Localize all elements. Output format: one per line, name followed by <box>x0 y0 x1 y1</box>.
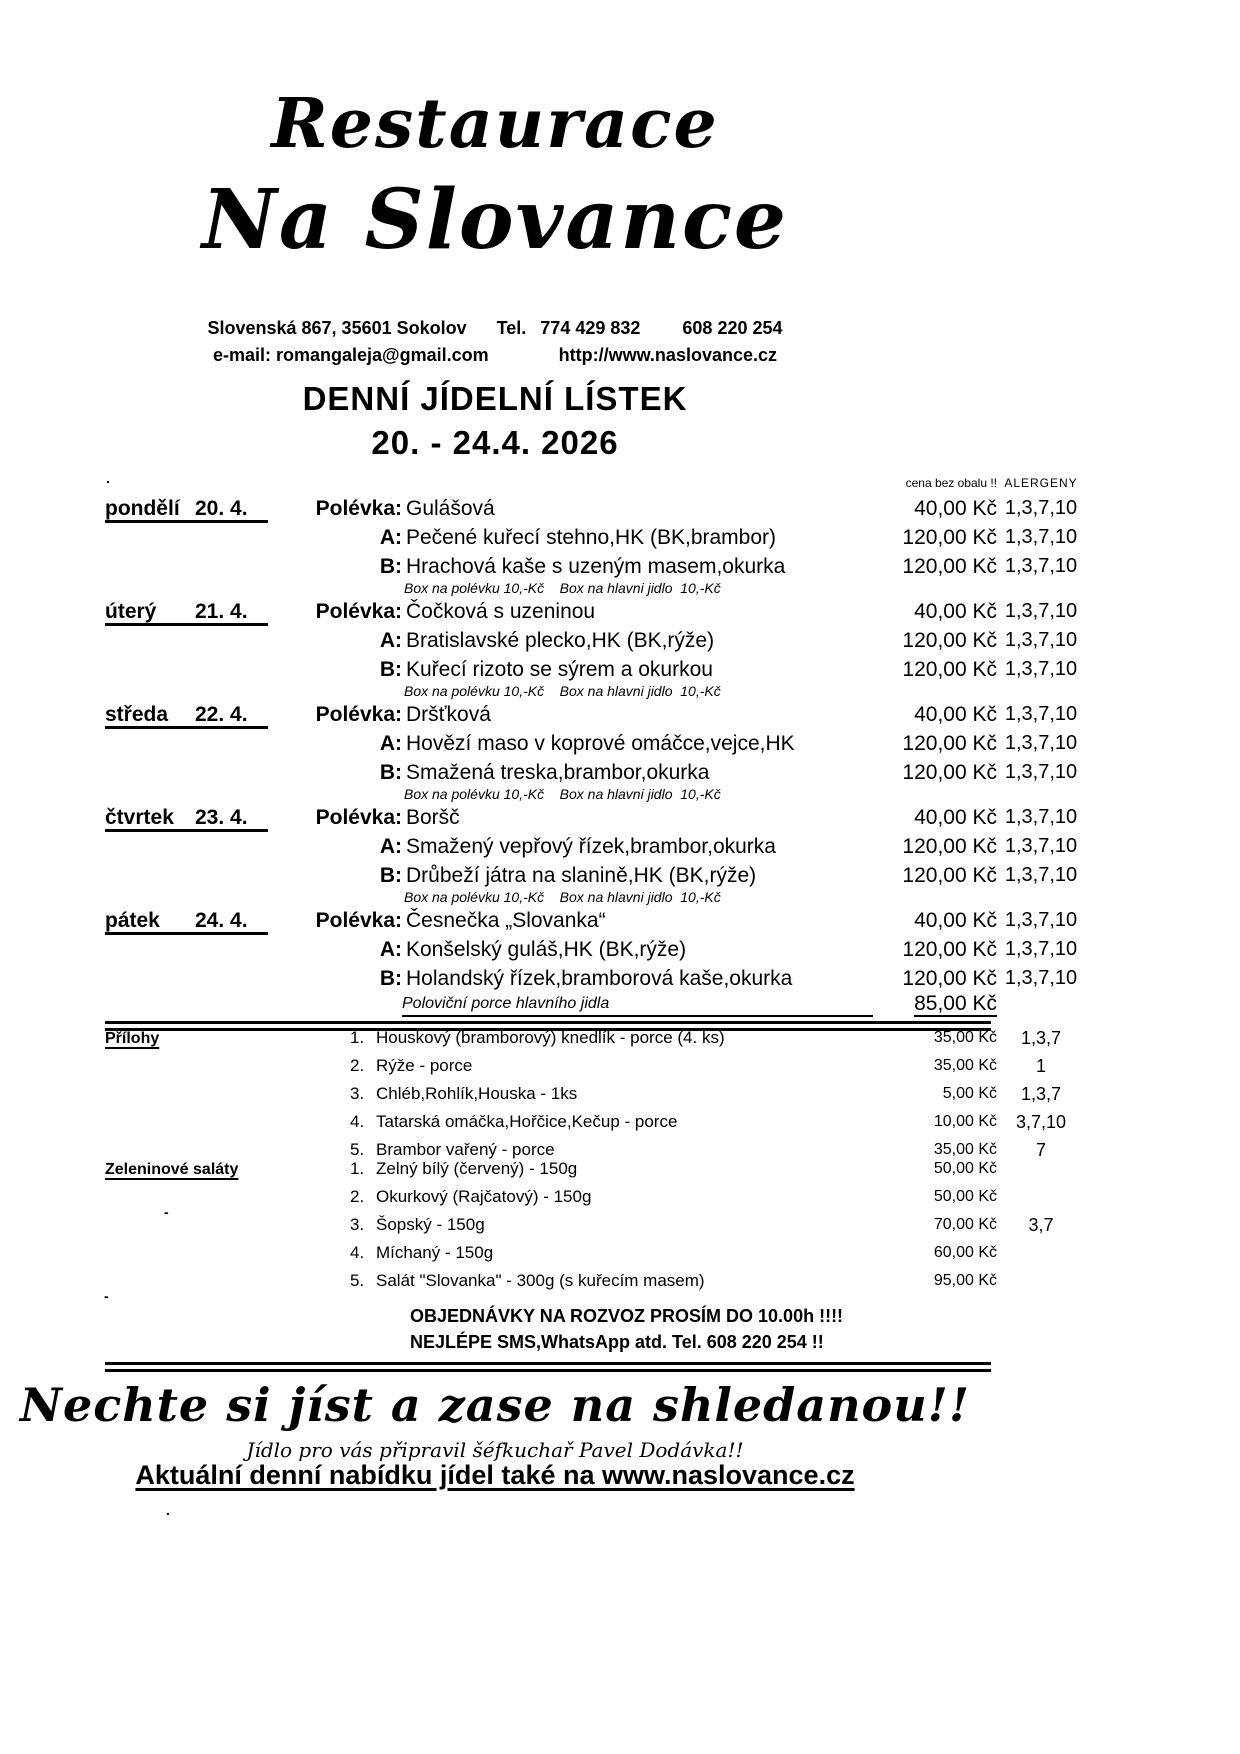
email-address: e-mail: romangaleja@gmail.com <box>212 345 489 365</box>
delivery-order-note-line1: OBJEDNÁVKY NA ROZVOZ PROSÍM DO 10.00h !!!! <box>410 1306 844 1326</box>
dish-name: Gulášová <box>406 497 495 520</box>
day-date: 20. 4. <box>195 497 248 520</box>
course-label: B: <box>379 864 402 887</box>
dish-name: Dršťková <box>406 703 491 726</box>
dish-allergens: 1,3,7,10 <box>1004 555 1078 577</box>
half-portion-price: 85,00 Kč <box>914 992 997 1015</box>
dish-allergens: 1,3,7,10 <box>1004 658 1078 680</box>
dish-allergens: 1,3,7,10 <box>1004 938 1078 960</box>
page-title: DENNÍ JÍDELNÍ LÍSTEK <box>302 380 688 417</box>
stray-dash: - <box>104 1288 109 1304</box>
item-number: 5. <box>350 1140 365 1159</box>
side-item-price: 35,00 Kč <box>933 1029 997 1046</box>
menu-row <box>105 803 1085 832</box>
side-item-name: Tatarská omáčka,Hořčice,Kečup - porce <box>376 1112 678 1131</box>
dish-price: 120,00 Kč <box>902 555 997 578</box>
day-header <box>105 700 268 729</box>
dish-allergens: 1,3,7,10 <box>1004 629 1078 651</box>
website-promo-line: Aktuální denní nabídku jídel také na www.naslovance.cz <box>135 1460 855 1490</box>
dish-name: Drůbeží játra na slanině,HK (BK,rýže) <box>406 864 757 887</box>
side-item-row <box>105 1052 1085 1080</box>
item-number: 5. <box>350 1271 365 1290</box>
day-name: středa <box>105 703 169 726</box>
dish-name: Bratislavské plecko,HK (BK,rýže) <box>406 629 715 652</box>
salad-item-allergens <box>997 1183 1085 1211</box>
course-label: B: <box>379 967 402 990</box>
stray-dot: . <box>166 1502 170 1518</box>
salad-item-row <box>105 1239 1085 1267</box>
menu-row <box>105 626 1085 655</box>
phone-number-1: 774 429 832 <box>540 318 641 338</box>
address-line <box>0 318 990 339</box>
dish-name: Smažená treska,brambor,okurka <box>406 761 710 784</box>
street-address: Slovenská 867, 35601 Sokolov <box>207 318 467 338</box>
course-label: Polévka: <box>315 703 402 726</box>
dish-allergens: 1,3,7,10 <box>1004 835 1078 857</box>
item-number: 4. <box>350 1112 365 1131</box>
dish-name: Pečené kuřecí stehno,HK (BK,brambor) <box>406 526 777 549</box>
menu-row <box>105 832 1085 861</box>
dish-allergens: 1,3,7,10 <box>1004 600 1078 622</box>
dish-name: Čočková s uzeninou <box>406 600 596 623</box>
dish-price: 120,00 Kč <box>902 629 997 652</box>
salad-item-allergens <box>997 1239 1085 1267</box>
day-date: 23. 4. <box>195 806 248 829</box>
menu-row <box>105 906 1085 935</box>
side-item-price: 5,00 Kč <box>942 1085 997 1102</box>
day-date: 21. 4. <box>195 600 248 623</box>
dish-name: Česnečka „Slovanka“ <box>406 909 606 932</box>
menu-row <box>105 964 1085 993</box>
dish-price: 120,00 Kč <box>902 732 997 755</box>
restaurant-logo-line1: Restaurace <box>271 84 719 164</box>
salad-item-allergens <box>997 1267 1085 1295</box>
half-portion-label: Poloviční porce hlavního jidla <box>402 993 873 1017</box>
salad-item-row <box>105 1183 1085 1211</box>
dish-price: 40,00 Kč <box>914 600 997 623</box>
restaurant-logo-line2: Na Slovance <box>201 172 789 268</box>
item-number: 3. <box>350 1215 365 1234</box>
menu-row <box>105 523 1085 552</box>
item-number: 4. <box>350 1243 365 1262</box>
price-column-header: cena bez obalu !! <box>905 476 997 490</box>
salad-item-allergens <box>997 1155 1085 1184</box>
website-url: http://www.naslovance.cz <box>558 345 777 365</box>
table-column-headers <box>105 476 1085 490</box>
salad-item-row <box>105 1267 1085 1295</box>
course-label: Polévka: <box>315 909 402 932</box>
salad-item-name: Salát "Slovanka" - 300g (s kuřecím masem) <box>376 1271 705 1290</box>
side-item-name: Chléb,Rohlík,Houska - 1ks <box>376 1084 578 1103</box>
dish-price: 120,00 Kč <box>902 761 997 784</box>
course-label: A: <box>379 629 402 652</box>
salad-item-name: Míchaný - 150g <box>376 1243 494 1262</box>
day-name: úterý <box>105 600 157 623</box>
side-item-row <box>105 1080 1085 1108</box>
chef-credit-line: Jídlo pro vás připravil šéfkuchař Pavel Dodávka!! <box>246 1438 744 1462</box>
box-price-note: Box na polévku 10,-Kč Box na hlavni jidlo 10,-Kč <box>404 786 721 802</box>
menu-row <box>105 729 1085 758</box>
farewell-message: Nechte si jíst a zase na shledanou!! <box>19 1378 971 1432</box>
salads-section <box>105 1155 1085 1295</box>
dish-allergens: 1,3,7,10 <box>1004 732 1078 754</box>
item-number: 2. <box>350 1187 365 1206</box>
course-label: A: <box>379 526 402 549</box>
sides-section-label: Přílohy <box>105 1030 160 1047</box>
salad-item-name: Šopský - 150g <box>376 1215 485 1234</box>
sides-section <box>105 1024 1085 1164</box>
day-header <box>105 803 268 832</box>
day-date: 22. 4. <box>195 703 248 726</box>
dish-allergens: 1,3,7,10 <box>1004 761 1078 783</box>
daily-menu-table <box>105 494 1085 1031</box>
dish-price: 120,00 Kč <box>902 938 997 961</box>
side-item-allergens: 1 <box>1035 1056 1046 1076</box>
menu-row <box>105 552 1085 581</box>
side-item-price: 10,00 Kč <box>933 1113 997 1130</box>
allergen-column-header: ALERGENY <box>1004 476 1078 490</box>
side-item-allergens: 1,3,7 <box>1020 1028 1062 1048</box>
dish-price: 40,00 Kč <box>914 497 997 520</box>
tel-label: Tel. <box>496 318 527 338</box>
salad-item-row <box>105 1155 1085 1183</box>
side-item-allergens: 1,3,7 <box>1020 1084 1062 1104</box>
dish-name: Smažený vepřový řízek,brambor,okurka <box>406 835 776 858</box>
item-number: 2. <box>350 1056 365 1075</box>
dish-name: Konšelský guláš,HK (BK,rýže) <box>406 938 687 961</box>
menu-row <box>105 935 1085 964</box>
salad-item-price: 50,00 Kč <box>933 1188 997 1205</box>
dish-price: 120,00 Kč <box>902 835 997 858</box>
stray-dot: . <box>106 470 110 486</box>
salad-item-allergens: 3,7 <box>1028 1215 1054 1235</box>
dish-allergens: 1,3,7,10 <box>1004 526 1078 548</box>
side-item-row <box>105 1108 1085 1136</box>
course-label: B: <box>379 761 402 784</box>
course-label: Polévka: <box>315 497 402 520</box>
course-label: B: <box>379 555 402 578</box>
contact-line <box>0 345 990 366</box>
salad-item-name: Zelný bílý (červený) - 150g <box>376 1159 578 1178</box>
item-number: 3. <box>350 1084 365 1103</box>
course-label: Polévka: <box>315 806 402 829</box>
menu-row <box>105 655 1085 684</box>
side-item-allergens: 7 <box>1035 1140 1046 1160</box>
date-range: 20. - 24.4. 2026 <box>371 424 619 461</box>
salads-section-label: Zeleninové saláty <box>105 1161 239 1178</box>
side-item-allergens: 3,7,10 <box>1015 1112 1067 1132</box>
dish-price: 120,00 Kč <box>902 864 997 887</box>
dish-name: Kuřecí rizoto se sýrem a okurkou <box>406 658 713 681</box>
side-item-price: 35,00 Kč <box>933 1141 997 1158</box>
dish-price: 40,00 Kč <box>914 909 997 932</box>
day-name: pondělí <box>105 497 180 520</box>
day-date: 24. 4. <box>195 909 248 932</box>
menu-row <box>105 758 1085 787</box>
menu-row <box>105 494 1085 523</box>
side-item-row <box>105 1024 1085 1052</box>
side-item-name: Rýže - porce <box>376 1056 473 1075</box>
delivery-order-note-line2: NEJLÉPE SMS,WhatsApp atd. Tel. 608 220 254 !! <box>410 1332 824 1352</box>
item-number: 1. <box>350 1028 365 1047</box>
box-price-note: Box na polévku 10,-Kč Box na hlavni jidlo 10,-Kč <box>404 889 721 905</box>
divider-double-rule <box>105 1362 991 1372</box>
course-label: Polévka: <box>315 600 402 623</box>
box-price-note: Box na polévku 10,-Kč Box na hlavni jidlo 10,-Kč <box>404 683 721 699</box>
course-label: A: <box>379 835 402 858</box>
dish-allergens: 1,3,7,10 <box>1004 967 1078 989</box>
course-label: A: <box>379 732 402 755</box>
day-name: čtvrtek <box>105 806 174 829</box>
menu-row <box>105 700 1085 729</box>
dish-price: 40,00 Kč <box>914 806 997 829</box>
half-portion-row <box>105 993 1085 1017</box>
menu-row <box>105 861 1085 890</box>
phone-number-2: 608 220 254 <box>682 318 783 338</box>
dish-allergens: 1,3,7,10 <box>1004 497 1078 519</box>
menu-row <box>105 597 1085 626</box>
salad-item-name: Okurkový (Rajčatový) - 150g <box>376 1187 592 1206</box>
salad-item-price: 50,00 Kč <box>933 1160 997 1177</box>
salad-item-price: 60,00 Kč <box>933 1244 997 1261</box>
stray-dash: - <box>164 1204 169 1220</box>
side-item-name: Brambor vařený - porce <box>376 1140 555 1159</box>
day-header <box>105 597 268 626</box>
dish-allergens: 1,3,7,10 <box>1004 806 1078 828</box>
day-name: pátek <box>105 909 160 932</box>
salad-item-row <box>105 1211 1085 1239</box>
course-label: A: <box>379 938 402 961</box>
dish-name: Boršč <box>406 806 460 829</box>
dish-allergens: 1,3,7,10 <box>1004 909 1078 931</box>
dish-allergens: 1,3,7,10 <box>1004 703 1078 725</box>
dish-allergens: 1,3,7,10 <box>1004 864 1078 886</box>
dish-price: 120,00 Kč <box>902 658 997 681</box>
dish-name: Hrachová kaše s uzeným masem,okurka <box>406 555 786 578</box>
dish-price: 40,00 Kč <box>914 703 997 726</box>
day-header <box>105 906 268 935</box>
item-number: 1. <box>350 1159 365 1178</box>
dish-name: Hovězí maso v koprové omáčce,vejce,HK <box>406 732 795 755</box>
day-header <box>105 494 268 523</box>
side-item-name: Houskový (bramborový) knedlík - porce (4. ks) <box>376 1028 725 1047</box>
dish-price: 120,00 Kč <box>902 967 997 990</box>
salad-item-price: 95,00 Kč <box>933 1272 997 1289</box>
salad-item-price: 70,00 Kč <box>933 1216 997 1233</box>
box-price-note: Box na polévku 10,-Kč Box na hlavni jidlo 10,-Kč <box>404 580 721 596</box>
dish-name: Holandský řízek,bramborová kaše,okurka <box>406 967 793 990</box>
course-label: B: <box>379 658 402 681</box>
dish-price: 120,00 Kč <box>902 526 997 549</box>
side-item-price: 35,00 Kč <box>933 1057 997 1074</box>
